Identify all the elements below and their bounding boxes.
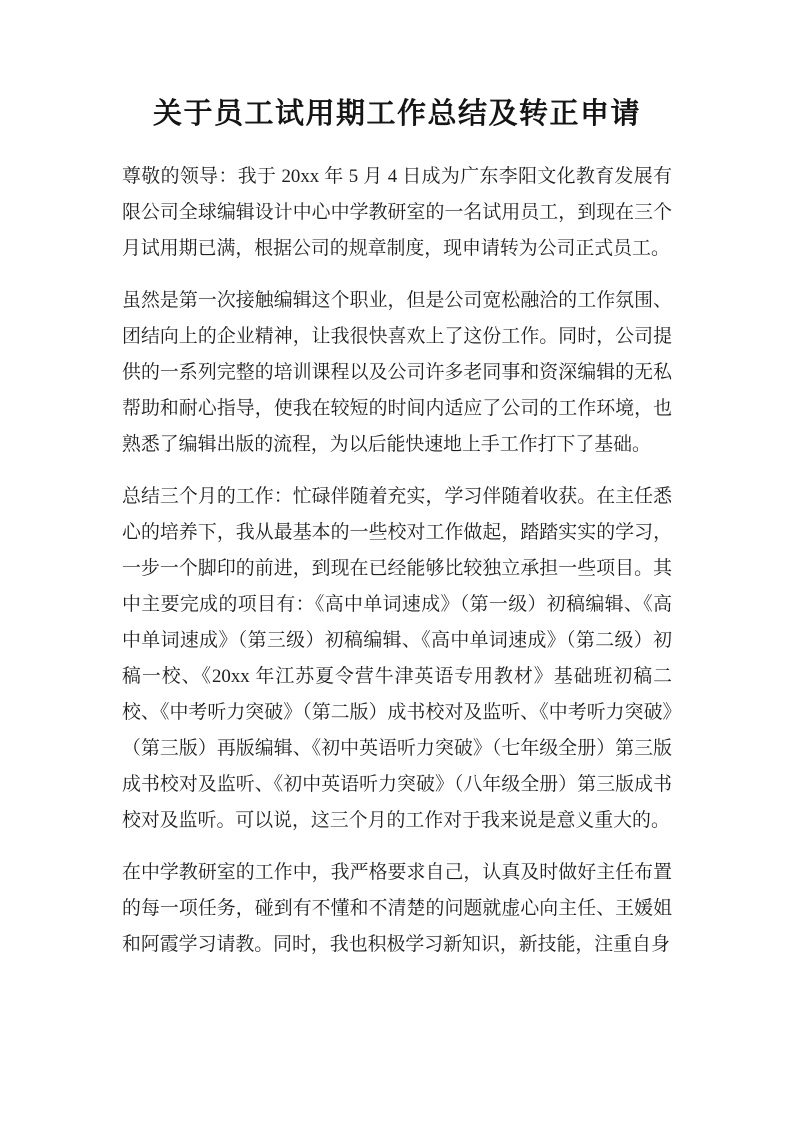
paragraph-salutation-and-request: 尊敬的领导：我于 20xx 年 5 月 4 日成为广东李阳文化教育发展有限公司全球编辑设计中心中学教研室的一名试用员工，到现在三个月试用期已满，根据公司的规章制度，现申请转为公司正式员工。 (122, 166, 672, 259)
paragraph-work-environment: 虽然是第一次接触编辑这个职业，但是公司宽松融洽的工作氛围、团结向上的企业精神，让我很快喜欢上了这份工作。同时，公司提供的一系列完整的培训课程以及公司许多老同事和资深编辑的无私帮助和耐心指导，使我在较短的时间内适应了公司的工作环境，也熟悉了编辑出版的流程，为以后能快速地上手工作打下了基础。 (122, 290, 672, 455)
document-body (122, 159, 672, 963)
paragraph-three-month-summary: 总结三个月的工作：忙碌伴随着充实，学习伴随着收获。在主任悉心的培养下，我从最基本的一些校对工作做起，踏踏实实的学习，一步一个脚印的前进，到现在已经能够比较独立承担一些项目。其中主要完成的项目有：《高中单词速成》（第一级）初稿编辑、《高中单词速成》（第三级）初稿编辑、《高中单词速成》（第二级）初稿一校、《20xx 年江苏夏令营牛津英语专用教材》基础班初稿二校、《中考听力突破》（第二版）成书校对及监听、《中考听力突破》（第三版）再版编辑、《初中英语听力突破》（七年级全册）第三版成书校对及监听、《初中英语听力突破》（八年级全册）第三版成书校对及监听。可以说，这三个月的工作对于我来说是意义重大的。 (122, 486, 672, 831)
paragraph-self-discipline: 在中学教研室的工作中，我严格要求自己，认真及时做好主任布置的每一项任务，碰到有不懂和不清楚的问题就虚心向主任、王媛姐和阿霞学习请教。同时，我也积极学习新知识，新技能，注重自身 (122, 862, 672, 955)
document-title: 关于员工试用期工作总结及转正申请 (152, 98, 641, 130)
